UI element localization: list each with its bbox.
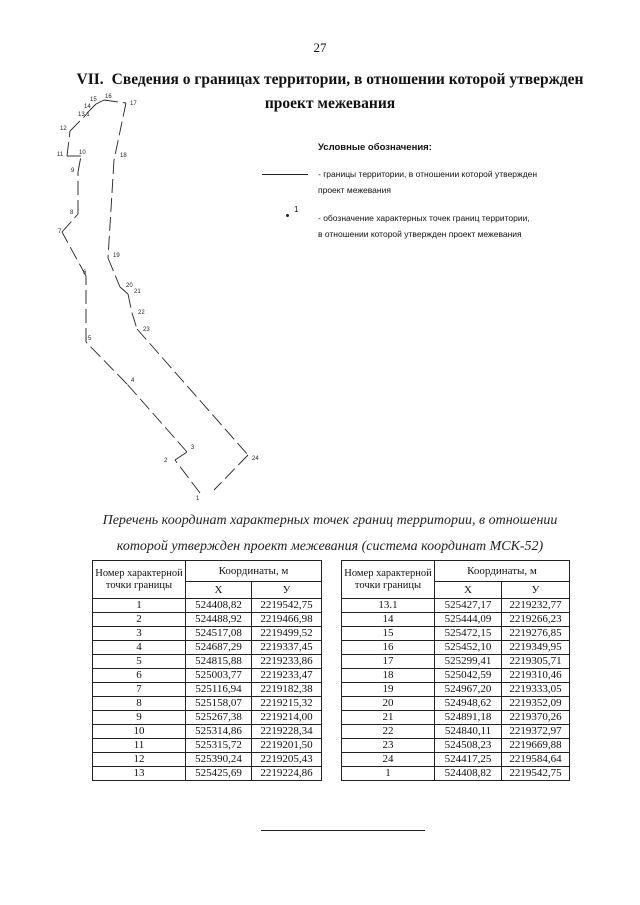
caption-line-2: которой утвержден проект межевания (система координат МСК-52) — [116, 539, 544, 554]
cell-x: 524891,18 — [435, 711, 502, 725]
boundary-point-label: 20 — [126, 283, 133, 289]
cell-point-number: 22 — [342, 725, 435, 739]
cell-point-number: 2 — [93, 613, 186, 627]
cell-x: 525158,07 — [186, 697, 252, 711]
cell-point-number: 10 — [93, 725, 186, 739]
cell-x: 524408,82 — [435, 767, 502, 781]
page-number: 27 — [313, 40, 327, 55]
table-row — [342, 767, 570, 781]
boundary-segment — [90, 104, 96, 110]
legend-point-symbol — [286, 214, 289, 217]
boundary-point-label: 8 — [70, 210, 74, 216]
cell-y: 2219224,86 — [252, 767, 322, 781]
boundary-point-label: 2 — [164, 458, 168, 464]
table-row — [342, 655, 570, 669]
cell-point-number: 9 — [93, 711, 186, 725]
boundary-segment — [96, 100, 104, 104]
legend-line-symbol — [262, 174, 308, 175]
table-row — [93, 697, 322, 711]
table-row — [342, 711, 570, 725]
cell-x: 525314,86 — [186, 725, 252, 739]
table-row — [342, 641, 570, 655]
table-row — [342, 599, 570, 613]
boundary-point-label: 14 — [84, 104, 91, 110]
table-row — [93, 613, 322, 627]
cell-y: 2219266,23 — [502, 613, 570, 627]
cell-point-number: 4 — [93, 641, 186, 655]
footer-rule — [261, 830, 425, 831]
cell-point-number: 3 — [93, 627, 186, 641]
header-x: X — [186, 582, 252, 599]
boundary-point-label: 10 — [79, 150, 86, 156]
legend-line-description — [318, 166, 537, 198]
cell-x: 525427,17 — [435, 599, 502, 613]
cell-x: 525390,24 — [186, 753, 252, 767]
cell-x: 525116,94 — [186, 683, 252, 697]
cell-x: 524948,62 — [435, 697, 502, 711]
section-title-line-1: Сведения о границах территории, в отношении которой утвержден — [111, 71, 584, 88]
legend-point-text-1: - обозначение характерных точек границ территории, — [318, 213, 530, 223]
coordinates-caption — [80, 508, 580, 560]
table-row — [342, 739, 570, 753]
boundary-point-label: 9 — [71, 168, 75, 174]
table-row — [93, 627, 322, 641]
boundary-segment — [104, 100, 126, 103]
cell-y: 2219233,47 — [252, 669, 322, 683]
boundary-segment — [127, 384, 187, 452]
table-row — [342, 683, 570, 697]
cell-point-number: 1 — [93, 599, 186, 613]
cell-y: 2219352,09 — [502, 697, 570, 711]
cell-x: 524488,92 — [186, 613, 252, 627]
boundary-segment — [114, 103, 126, 160]
boundary-point-label: 6 — [83, 270, 87, 276]
cell-x: 525267,38 — [186, 711, 252, 725]
boundary-segment — [70, 117, 84, 131]
header-point-number: Номер характерной точки границы — [342, 561, 435, 599]
cell-y: 2219201,50 — [252, 739, 322, 753]
cell-x: 524408,82 — [186, 599, 252, 613]
cell-point-number: 8 — [93, 697, 186, 711]
cell-y: 2219669,88 — [502, 739, 570, 753]
cell-point-number: 14 — [342, 613, 435, 627]
boundary-segment — [78, 156, 81, 172]
cell-y: 2219205,43 — [252, 753, 322, 767]
header-y: У — [502, 582, 570, 599]
cell-point-number: 12 — [93, 753, 186, 767]
boundary-segment — [67, 131, 70, 156]
boundary-point-label: 17 — [130, 101, 137, 107]
boundary-point-label: 16 — [105, 94, 112, 100]
cell-x: 524517,08 — [186, 627, 252, 641]
table-row — [93, 739, 322, 753]
section-roman-numeral: VII. — [76, 71, 104, 88]
section-title-line-2: проект межевания — [264, 95, 396, 112]
cell-y: 2219215,32 — [252, 697, 322, 711]
boundary-point-label: 3 — [191, 445, 195, 451]
table-row — [342, 669, 570, 683]
boundary-segment — [175, 452, 187, 460]
coordinates-table-right — [341, 560, 570, 781]
table-row — [342, 725, 570, 739]
cell-x: 525425,69 — [186, 767, 252, 781]
cell-point-number: 18 — [342, 669, 435, 683]
cell-point-number: 15 — [342, 627, 435, 641]
boundary-segment — [175, 460, 200, 493]
boundary-point-label: 13.1 — [78, 112, 90, 118]
cell-point-number: 23 — [342, 739, 435, 753]
cell-point-number: 13 — [93, 767, 186, 781]
cell-x: 524967,20 — [435, 683, 502, 697]
cell-x: 525472,15 — [435, 627, 502, 641]
boundary-segment — [108, 160, 114, 258]
boundary-point-label: 5 — [88, 336, 92, 342]
cell-x: 525042,59 — [435, 669, 502, 683]
cell-y: 2219333,05 — [502, 683, 570, 697]
cell-y: 2219542,75 — [252, 599, 322, 613]
boundary-point-label: 7 — [58, 229, 62, 235]
cell-y: 2219310,46 — [502, 669, 570, 683]
boundary-point-label: 19 — [113, 253, 120, 259]
cell-x: 524417,25 — [435, 753, 502, 767]
boundary-segment — [214, 455, 248, 490]
cell-y: 2219228,34 — [252, 725, 322, 739]
cell-point-number: 11 — [93, 739, 186, 753]
header-y: У — [252, 582, 322, 599]
table-row — [93, 655, 322, 669]
cell-x: 525444,09 — [435, 613, 502, 627]
cell-y: 2219182,38 — [252, 683, 322, 697]
boundary-point-label: 15 — [90, 97, 97, 103]
cell-point-number: 7 — [93, 683, 186, 697]
caption-line-1: Перечень координат характерных точек границ территории, в отношении — [102, 513, 558, 528]
table-row — [93, 683, 322, 697]
cell-y: 2219337,45 — [252, 641, 322, 655]
legend-point-text-2: в отношении которой утвержден проект межевания — [318, 229, 522, 239]
coordinates-table-left — [92, 560, 322, 781]
cell-y: 2219372,97 — [502, 725, 570, 739]
boundary-segment — [108, 258, 120, 287]
boundary-segment — [128, 294, 132, 313]
cell-y: 2219214,00 — [252, 711, 322, 725]
cell-x: 525003,77 — [186, 669, 252, 683]
cell-point-number: 13.1 — [342, 599, 435, 613]
boundary-point-label: 24 — [252, 456, 259, 462]
cell-y: 2219542,75 — [502, 767, 570, 781]
table-row — [342, 627, 570, 641]
cell-point-number: 17 — [342, 655, 435, 669]
boundary-segment — [62, 214, 78, 232]
table-row — [93, 641, 322, 655]
table-row — [342, 697, 570, 711]
boundary-point-label: 23 — [143, 327, 150, 333]
table-row — [93, 725, 322, 739]
cell-x: 524687,29 — [186, 641, 252, 655]
table-row — [342, 753, 570, 767]
legend-line-text-1: - границы территории, в отношении которой утвержден — [318, 169, 538, 179]
header-x: X — [435, 582, 502, 599]
cell-y: 2219584,64 — [502, 753, 570, 767]
boundary-point-label: 4 — [131, 378, 135, 384]
cell-y: 2219305,71 — [502, 655, 570, 669]
cell-x: 524840,11 — [435, 725, 502, 739]
table-row — [93, 711, 322, 725]
cell-y: 2219499,52 — [252, 627, 322, 641]
table-row — [93, 767, 322, 781]
boundary-point-label: 12 — [60, 126, 67, 132]
table-row — [342, 613, 570, 627]
table-row — [93, 753, 322, 767]
header-coordinates: Координаты, м — [186, 561, 322, 582]
boundary-point-label: 1 — [196, 496, 200, 502]
header-point-number: Номер характерной точки границы — [93, 561, 186, 599]
cell-x: 525315,72 — [186, 739, 252, 753]
table-row — [93, 599, 322, 613]
table-row — [93, 669, 322, 683]
boundary-point-label: 18 — [120, 153, 127, 159]
boundary-point-label: 11 — [57, 152, 64, 158]
cell-point-number: 16 — [342, 641, 435, 655]
cell-point-number: 19 — [342, 683, 435, 697]
cell-y: 2219466,98 — [252, 613, 322, 627]
cell-x: 524508,23 — [435, 739, 502, 753]
cell-y: 2219233,86 — [252, 655, 322, 669]
cell-x: 525452,10 — [435, 641, 502, 655]
legend-point-description — [318, 210, 530, 242]
cell-point-number: 21 — [342, 711, 435, 725]
cell-y: 2219349,95 — [502, 641, 570, 655]
cell-y: 2219370,26 — [502, 711, 570, 725]
header-coordinates: Координаты, м — [435, 561, 570, 582]
boundary-point-label: 21 — [134, 289, 141, 295]
cell-x: 524815,88 — [186, 655, 252, 669]
boundary-segment — [132, 313, 137, 329]
boundary-segment — [137, 329, 248, 455]
cell-y: 2219276,85 — [502, 627, 570, 641]
cell-x: 525299,41 — [435, 655, 502, 669]
legend-point-marker: 1 — [294, 205, 299, 214]
cell-point-number: 6 — [93, 669, 186, 683]
boundary-segment — [86, 342, 127, 384]
cell-point-number: 20 — [342, 697, 435, 711]
legend-title: Условные обозначения: — [318, 142, 432, 153]
cell-point-number: 5 — [93, 655, 186, 669]
legend-line-text-2: проект межевания — [318, 185, 391, 195]
cell-y: 2219232,77 — [502, 599, 570, 613]
boundary-point-label: 22 — [138, 310, 145, 316]
cell-point-number: 1 — [342, 767, 435, 781]
cell-point-number: 24 — [342, 753, 435, 767]
